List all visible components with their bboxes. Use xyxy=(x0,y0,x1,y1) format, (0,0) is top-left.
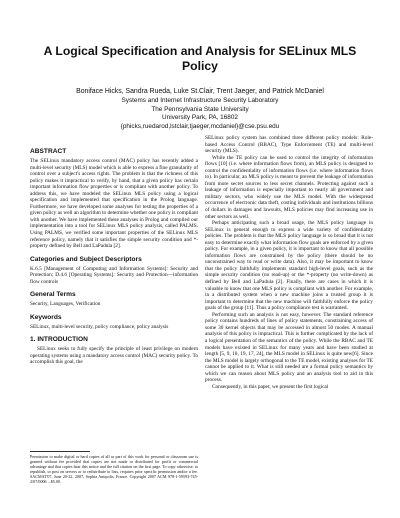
abstract-text: The SELinux mandatory access control (MAC) policy has recently added a multi-level security (MLS) model which is able to express a fine granularity of control over a subject's access rights. The problem is that the richness of this policy makes it impractical to verify, by hand, that a given policy has certain important information flow properties or is compliant with another policy. To address this, we have modeled the SELinux MLS policy using a logical specification and implemented that specification in the Prolog language. Furthermore, we have developed some analyses for testing the properties of a given policy as well an algorithm to determine whether one policy is compliant with another. We have implemented these analyses in Prolog and compiled our implementation into a tool for SELinux MLS policy analysis, called PALMS. Using PALMS, we verified some important properties of the SELinux MLS reference policy, namely that it satisfies the simple security condition and *-property defined by Bell and LaPadula [2]. xyxy=(30,158,198,250)
introduction-heading: 1. INTRODUCTION xyxy=(30,336,88,344)
keywords-heading: Keywords xyxy=(30,313,62,321)
right-paragraph-1: While the TE policy can be used to control the integrity of information flows [10] (i.e. where information flows from), an MLS policy is designed to control the confidentiality of information flows (i.e. where information flows to). In particular, an MLS policy is meant to prevent the leakage of information from more secret sources to less secret channels. Protecting against such a leakage of information is especially important to nearly all government and military sectors, who widely use the MLS model. With the widespread occurrence of electronic data theft, costing individuals and institutions billions of dollars in damages and lawsuits, MLS policies may find increasing use in other sectors as well. xyxy=(205,154,373,220)
title-line-2: Policy xyxy=(182,59,218,73)
categories-text: K.6.5 [Management of Computing and Information Systems]: Security and Protection; D.4.6 [Operating Systems]: Security and Protection—information flow controls xyxy=(30,265,198,285)
general-terms-heading: General Terms xyxy=(30,291,76,299)
right-column xyxy=(205,135,373,390)
author-emails: {phicks,ruedarod,lstclair,tjaeger,mcdaniel}@cse.psu.edu xyxy=(120,122,280,130)
author-names: Boniface Hicks, Sandra Rueda, Luke St.Clair, Trent Jaeger, and Patrick McDaniel xyxy=(76,88,324,95)
title-line-1: A Logical Specification and Analysis for SELinux MLS xyxy=(43,44,357,58)
introduction-paragraph: SELinux seeks to fully specify the principle of least privilege on modern operating systems using a mandatory access control (MAC) security policy. To accomplish this goal, the xyxy=(30,346,198,366)
right-paragraph-4: Consequently, in this paper, we present the first logical xyxy=(212,383,329,390)
footnote-rule xyxy=(30,451,90,452)
categories-heading: Categories and Subject Descriptors xyxy=(30,255,142,263)
abstract-heading: ABSTRACT xyxy=(30,148,67,155)
keywords-text: SELinux, multi-level security, policy compliance, policy analysis xyxy=(30,323,169,330)
general-terms-text: Security, Languages, Verification xyxy=(30,301,101,308)
right-paragraph-3: Performing such an analysis is not easy, however. The standard reference policy contains hundreds of lines of policy statements, constraining access of some 30 kernel objects that may be accessed in almost 50 modes. A manual analysis of this policy is impractical. This is further complicated by the lack of a logical presentation of the semantics of the policy. While the RBAC and TE models have existed in SELinux for many years and have been studied at length [5, 9, 10, 19, 17, 24], the MLS model in SELinux is quite new[6]. Since the MLS model is largely orthogonal to the TE model, existing analyses for TE cannot be applied to it. What is still needed are a formal policy semantics by which we can reason about MLS policy and an analysis tool to aid in this process. xyxy=(205,311,373,384)
right-paragraph-2: Perhaps anticipating such a broad usage, the MLS policy language in SELinux is general enough to express a wide variety of confidentiality policies. The problem is that the MLS policy language is so broad that it is not easy to determine exactly what information flow goals are enforced by a given policy. For example, in a given policy, it is important to know that all possible information flows are constrained by the policy (there should be no unconstrained way to read or write data). Also, it may be important to know that the policy faithfully implements standard high-level goals, such as the simple security condition (no read-up) or the *-property (no write-down) as defined by Bell and LaPadula [2]. Finally, there are cases in which it is valuable to know that one MLS policy is compliant with another. For example, in a distributed system when a new machine joins a trusted group it is important to determine that the new machine will faithfully enforce the policy goals of the group [11]. Thus a policy compliance test is warranted. xyxy=(205,220,373,312)
paper-title xyxy=(20,44,380,74)
affiliation-lab: Systems and Internet Infrastructure Security Laboratory xyxy=(121,97,279,104)
affiliation-university: The Pennsylvania State University xyxy=(151,105,249,113)
affiliation-address: University Park, PA, 16802 xyxy=(162,114,238,122)
author-block xyxy=(20,87,380,131)
left-column xyxy=(30,147,198,366)
copyright-footnote: Permission to make digital or hard copies of all or part of this work for personal or classroom use is granted without fee provided that copies are not made or distributed for profit or commercial advantage and that copies bear this notice and the full citation on the first page. To copy otherwise, to republish, to post on servers or to redistribute to lists, requires prior specific permission and/or a fee. SACMAT'07, June 20-22, 2007, Sophia Antipolis, France. Copyright 2007 ACM 978-1-59593-745-2/07/0006 ...$5.00. xyxy=(30,454,198,485)
right-paragraph-0: SELinux policy system has combined three different policy models: Role-based Access Control (RBAC), Type Enforcement (TE) and multi-level security (MLS). xyxy=(205,135,373,155)
